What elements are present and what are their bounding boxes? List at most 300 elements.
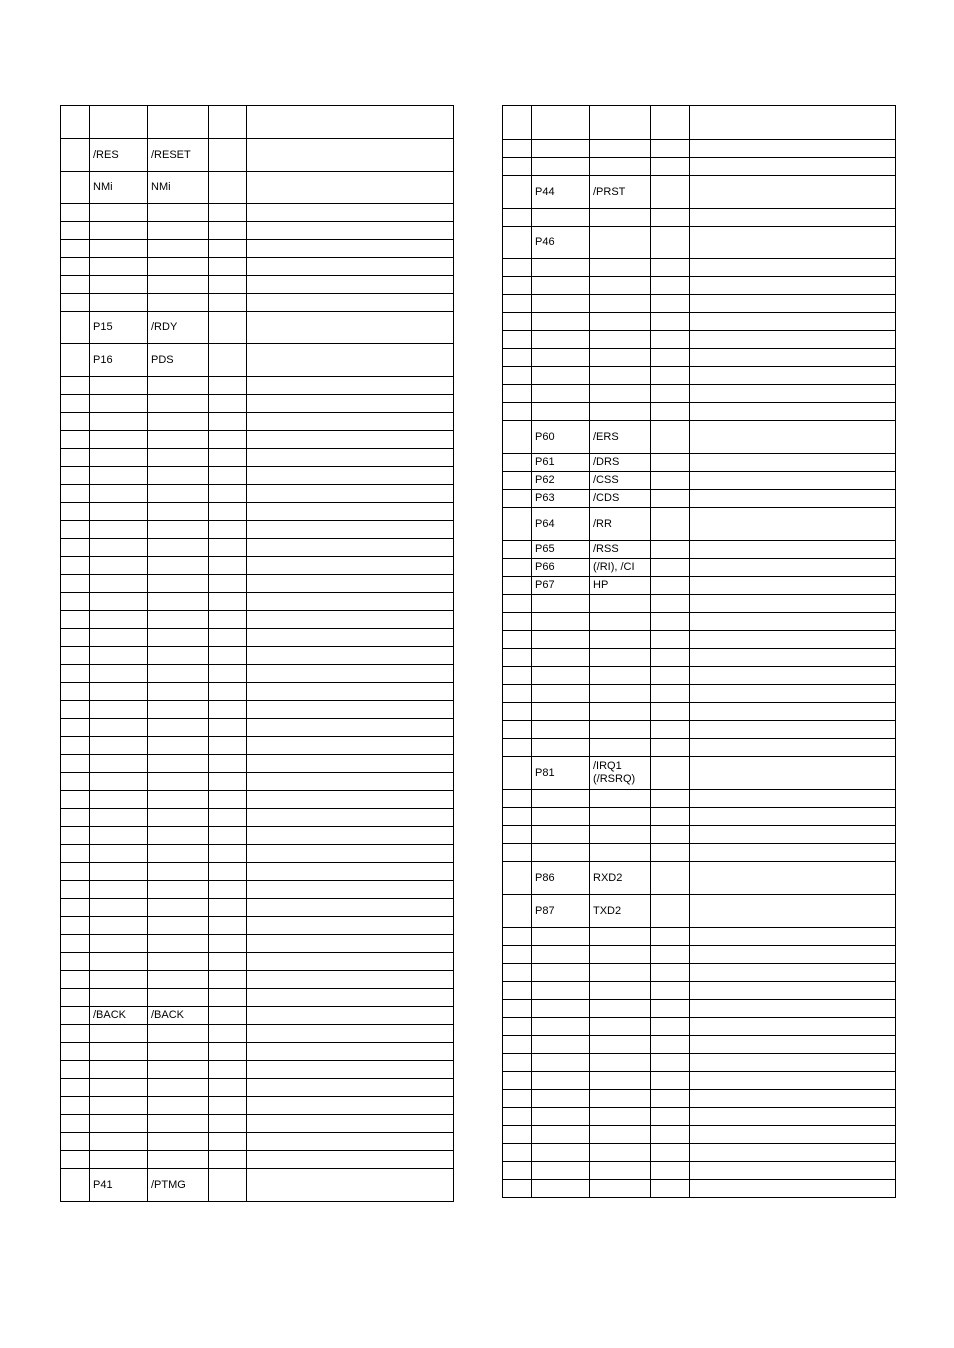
port-name-cell [590, 385, 651, 403]
table-row [61, 719, 454, 737]
signal-name-cell [532, 140, 590, 158]
table-row [503, 140, 896, 158]
io-cell [209, 172, 247, 204]
io-cell [651, 1072, 690, 1090]
table-row [61, 809, 454, 827]
function-cell [690, 1108, 896, 1126]
signal-name-cell [90, 755, 148, 773]
function-cell [690, 277, 896, 295]
pin-number-cell [61, 845, 90, 863]
port-name-cell: /IRQ1 (/RSRQ) [590, 757, 651, 790]
function-cell [247, 827, 454, 845]
port-name-cell [148, 413, 209, 431]
io-cell [651, 1000, 690, 1018]
function-cell [247, 485, 454, 503]
io-cell [651, 508, 690, 541]
signal-name-cell [90, 276, 148, 294]
port-name-cell [148, 701, 209, 719]
table-row [503, 895, 896, 928]
function-cell [690, 349, 896, 367]
port-name-cell [148, 377, 209, 395]
port-name-cell [590, 721, 651, 739]
signal-name-cell [90, 1133, 148, 1151]
io-cell [209, 1079, 247, 1097]
signal-name-cell: P16 [90, 344, 148, 377]
port-name-cell [148, 1025, 209, 1043]
pin-number-cell [61, 863, 90, 881]
signal-name-cell [90, 845, 148, 863]
table-row [61, 647, 454, 665]
signal-name-cell [90, 413, 148, 431]
signal-name-cell [90, 971, 148, 989]
function-cell [247, 1097, 454, 1115]
function-cell [690, 1144, 896, 1162]
io-cell [651, 1108, 690, 1126]
table-row [61, 413, 454, 431]
function-cell [690, 140, 896, 158]
signal-name-cell [532, 313, 590, 331]
port-name-cell [148, 431, 209, 449]
port-name-cell [590, 1000, 651, 1018]
io-cell [209, 1097, 247, 1115]
pin-number-cell [61, 377, 90, 395]
pin-number-cell [503, 559, 532, 577]
pin-number-cell [503, 862, 532, 895]
pin-number-cell [503, 1144, 532, 1162]
signal-name-cell [90, 935, 148, 953]
function-cell [690, 559, 896, 577]
function-cell [690, 703, 896, 721]
io-cell [209, 449, 247, 467]
function-cell [690, 808, 896, 826]
pin-number-cell [503, 490, 532, 508]
io-cell [651, 1126, 690, 1144]
table-row [503, 667, 896, 685]
io-cell [209, 222, 247, 240]
io-cell [209, 755, 247, 773]
pin-number-cell [503, 508, 532, 541]
pin-number-cell [61, 172, 90, 204]
io-cell [209, 701, 247, 719]
port-name-cell [590, 613, 651, 631]
table-row [61, 917, 454, 935]
port-name-cell [148, 294, 209, 312]
port-name-cell [590, 1036, 651, 1054]
pin-number-cell [61, 1061, 90, 1079]
table-row [61, 1169, 454, 1202]
signal-name-cell [532, 685, 590, 703]
io-cell [651, 176, 690, 209]
function-cell [690, 385, 896, 403]
pin-number-cell [61, 413, 90, 431]
table-row [61, 1115, 454, 1133]
port-name-cell [148, 1043, 209, 1061]
table-row [503, 508, 896, 541]
table-row [61, 863, 454, 881]
io-cell [651, 982, 690, 1000]
function-cell [247, 737, 454, 755]
pin-number-cell [61, 1097, 90, 1115]
table-row [61, 172, 454, 204]
io-cell [209, 204, 247, 222]
pin-number-cell [61, 647, 90, 665]
pin-number-cell [503, 1036, 532, 1054]
signal-name-cell [532, 1000, 590, 1018]
table-row [503, 982, 896, 1000]
table-row [503, 472, 896, 490]
io-cell [209, 539, 247, 557]
function-cell [247, 106, 454, 139]
pin-number-cell [61, 611, 90, 629]
pin-number-cell [61, 899, 90, 917]
port-name-cell [590, 1180, 651, 1198]
function-cell [690, 667, 896, 685]
pin-number-cell [503, 140, 532, 158]
port-name-cell [590, 982, 651, 1000]
table-row [503, 577, 896, 595]
function-cell [247, 881, 454, 899]
function-cell [690, 1126, 896, 1144]
table-row [503, 313, 896, 331]
io-cell [209, 395, 247, 413]
function-cell [690, 1072, 896, 1090]
function-cell [247, 773, 454, 791]
io-cell [209, 377, 247, 395]
io-cell [209, 1061, 247, 1079]
table-row [61, 258, 454, 276]
pin-number-cell [503, 403, 532, 421]
table-row [61, 827, 454, 845]
signal-name-cell [90, 106, 148, 139]
pin-number-cell [503, 1018, 532, 1036]
signal-name-cell [90, 449, 148, 467]
pin-number-cell [503, 1108, 532, 1126]
signal-name-cell [90, 294, 148, 312]
io-cell [651, 158, 690, 176]
function-cell [247, 665, 454, 683]
pin-number-cell [61, 467, 90, 485]
io-cell [209, 557, 247, 575]
table-row [61, 773, 454, 791]
table-row [503, 259, 896, 277]
signal-name-cell [532, 1162, 590, 1180]
signal-name-cell [90, 222, 148, 240]
signal-name-cell [90, 377, 148, 395]
function-cell [247, 953, 454, 971]
pin-number-cell [503, 895, 532, 928]
port-name-cell: /RR [590, 508, 651, 541]
table-row [503, 1108, 896, 1126]
table-row [61, 485, 454, 503]
port-name-cell: /CSS [590, 472, 651, 490]
signal-name-cell [532, 1144, 590, 1162]
table-row [503, 490, 896, 508]
io-cell [651, 1018, 690, 1036]
table-row [503, 331, 896, 349]
signal-name-cell [90, 240, 148, 258]
pin-number-cell [61, 1079, 90, 1097]
pin-number-cell [61, 773, 90, 791]
io-cell [209, 258, 247, 276]
port-name-cell [148, 106, 209, 139]
signal-name-cell: P60 [532, 421, 590, 454]
pin-number-cell [61, 395, 90, 413]
io-cell [209, 139, 247, 172]
io-cell [651, 403, 690, 421]
pin-number-cell [503, 227, 532, 259]
table-row [503, 349, 896, 367]
io-cell [651, 649, 690, 667]
port-name-cell: /RESET [148, 139, 209, 172]
io-cell [651, 721, 690, 739]
port-name-cell [148, 971, 209, 989]
signal-name-cell [90, 701, 148, 719]
port-name-cell [148, 755, 209, 773]
signal-name-cell: /BACK [90, 1007, 148, 1025]
pin-number-cell [503, 367, 532, 385]
io-cell [209, 971, 247, 989]
function-cell [247, 683, 454, 701]
pin-number-cell [61, 1133, 90, 1151]
io-cell [651, 703, 690, 721]
function-cell [247, 935, 454, 953]
signal-name-cell [532, 928, 590, 946]
port-name-cell [148, 809, 209, 827]
signal-name-cell [90, 1025, 148, 1043]
table-row [61, 1043, 454, 1061]
function-cell [690, 844, 896, 862]
table-row [61, 449, 454, 467]
pin-number-cell [503, 826, 532, 844]
table-row [503, 631, 896, 649]
port-name-cell [590, 667, 651, 685]
signal-name-cell [532, 403, 590, 421]
pin-number-cell [61, 344, 90, 377]
pin-number-cell [61, 971, 90, 989]
io-cell [651, 331, 690, 349]
port-name-cell [148, 899, 209, 917]
function-cell [247, 240, 454, 258]
port-name-cell [148, 935, 209, 953]
port-name-cell [590, 790, 651, 808]
io-cell [651, 577, 690, 595]
port-name-cell [148, 557, 209, 575]
left-pin-table [60, 105, 454, 1202]
pin-number-cell [61, 701, 90, 719]
table-row [61, 845, 454, 863]
pin-number-cell [503, 757, 532, 790]
signal-name-cell [90, 881, 148, 899]
table-row [61, 971, 454, 989]
signal-name-cell [90, 665, 148, 683]
port-name-cell: RXD2 [590, 862, 651, 895]
io-cell [651, 1036, 690, 1054]
pin-number-cell [503, 1000, 532, 1018]
table-row [503, 295, 896, 313]
function-cell [247, 344, 454, 377]
io-cell [209, 683, 247, 701]
io-cell [209, 737, 247, 755]
signal-name-cell: P62 [532, 472, 590, 490]
signal-name-cell [90, 611, 148, 629]
pin-number-cell [61, 935, 90, 953]
pin-number-cell [503, 541, 532, 559]
io-cell [209, 521, 247, 539]
io-cell [651, 790, 690, 808]
function-cell [690, 106, 896, 140]
table-row [503, 685, 896, 703]
pin-number-cell [503, 313, 532, 331]
table-row [503, 721, 896, 739]
signal-name-cell: P63 [532, 490, 590, 508]
signal-name-cell [532, 385, 590, 403]
table-row [503, 808, 896, 826]
pin-number-cell [503, 421, 532, 454]
io-cell [209, 953, 247, 971]
table-row [503, 844, 896, 862]
port-name-cell [590, 739, 651, 757]
function-cell [690, 259, 896, 277]
signal-name-cell [90, 467, 148, 485]
io-cell [209, 773, 247, 791]
port-name-cell [590, 1108, 651, 1126]
signal-name-cell [532, 1090, 590, 1108]
port-name-cell [148, 845, 209, 863]
function-cell [690, 757, 896, 790]
signal-name-cell [90, 953, 148, 971]
table-row [61, 539, 454, 557]
port-name-cell [148, 521, 209, 539]
port-name-cell [148, 503, 209, 521]
io-cell [651, 454, 690, 472]
io-cell [209, 665, 247, 683]
signal-name-cell [532, 209, 590, 227]
function-cell [690, 176, 896, 209]
signal-name-cell [90, 773, 148, 791]
signal-name-cell [90, 1097, 148, 1115]
io-cell [209, 1133, 247, 1151]
pin-number-cell [503, 176, 532, 209]
port-name-cell: /PRST [590, 176, 651, 209]
port-name-cell [590, 331, 651, 349]
pin-number-cell [503, 1054, 532, 1072]
function-cell [690, 1180, 896, 1198]
pin-number-cell [61, 1007, 90, 1025]
function-cell [690, 595, 896, 613]
table-row [503, 739, 896, 757]
function-cell [247, 1079, 454, 1097]
port-name-cell [590, 964, 651, 982]
table-row [61, 204, 454, 222]
pin-number-cell [61, 139, 90, 172]
io-cell [651, 140, 690, 158]
port-name-cell [148, 276, 209, 294]
function-cell [247, 413, 454, 431]
table-row [61, 665, 454, 683]
table-row [503, 649, 896, 667]
io-cell [651, 541, 690, 559]
io-cell [651, 946, 690, 964]
function-cell [247, 971, 454, 989]
function-cell [690, 964, 896, 982]
pin-number-cell [61, 719, 90, 737]
table-row [503, 826, 896, 844]
port-name-cell [590, 844, 651, 862]
port-name-cell [590, 227, 651, 259]
io-cell [209, 1007, 247, 1025]
io-cell [651, 595, 690, 613]
function-cell [690, 209, 896, 227]
pin-number-cell [61, 258, 90, 276]
port-name-cell [148, 665, 209, 683]
io-cell [209, 863, 247, 881]
signal-name-cell [90, 1115, 148, 1133]
function-cell [247, 276, 454, 294]
port-name-cell [148, 773, 209, 791]
table-row [61, 1133, 454, 1151]
table-row [61, 755, 454, 773]
signal-name-cell [90, 539, 148, 557]
pin-number-cell [61, 593, 90, 611]
table-row [503, 421, 896, 454]
port-name-cell [148, 827, 209, 845]
io-cell [209, 276, 247, 294]
io-cell [651, 739, 690, 757]
signal-name-cell [532, 331, 590, 349]
io-cell [209, 791, 247, 809]
signal-name-cell [90, 1079, 148, 1097]
signal-name-cell [90, 204, 148, 222]
pin-number-cell [61, 503, 90, 521]
function-cell [690, 1054, 896, 1072]
pin-number-cell [503, 1180, 532, 1198]
signal-name-cell [532, 295, 590, 313]
port-name-cell [148, 449, 209, 467]
function-cell [247, 204, 454, 222]
table-row [503, 1072, 896, 1090]
signal-name-cell [90, 899, 148, 917]
pin-number-cell [61, 755, 90, 773]
function-cell [690, 577, 896, 595]
io-cell [209, 1115, 247, 1133]
port-name-cell [148, 863, 209, 881]
pin-number-cell [503, 790, 532, 808]
io-cell [651, 613, 690, 631]
signal-name-cell [90, 485, 148, 503]
io-cell [651, 313, 690, 331]
function-cell [247, 593, 454, 611]
io-cell [651, 349, 690, 367]
io-cell [209, 989, 247, 1007]
signal-name-cell [90, 827, 148, 845]
signal-name-cell [532, 1018, 590, 1036]
table-row [503, 1090, 896, 1108]
signal-name-cell [532, 158, 590, 176]
pin-number-cell [61, 449, 90, 467]
port-name-cell [148, 204, 209, 222]
signal-name-cell [90, 917, 148, 935]
function-cell [247, 312, 454, 344]
io-cell [651, 862, 690, 895]
function-cell [690, 613, 896, 631]
signal-name-cell: P44 [532, 176, 590, 209]
signal-name-cell [90, 863, 148, 881]
port-name-cell [590, 1018, 651, 1036]
function-cell [247, 1169, 454, 1202]
signal-name-cell [90, 575, 148, 593]
port-name-cell [590, 367, 651, 385]
port-name-cell [590, 140, 651, 158]
